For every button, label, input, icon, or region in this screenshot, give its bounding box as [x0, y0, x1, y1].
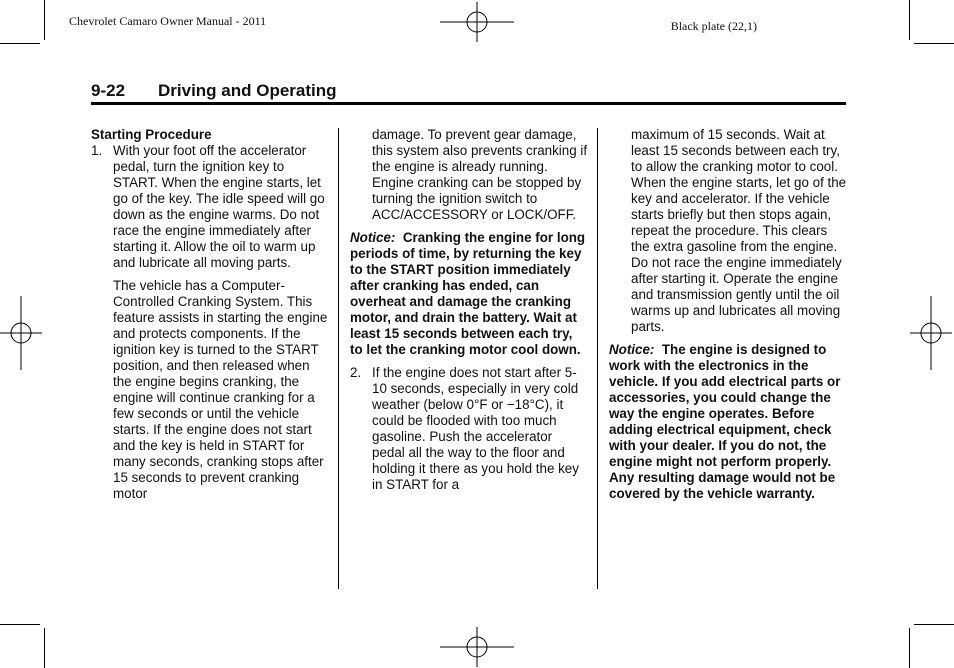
notice — [609, 342, 847, 502]
registration-mark-left-icon — [0, 296, 42, 370]
paragraph: damage. To prevent gear damage, this system also prevents cranking if the engine is already running. Engine cranking can be stopped by turning the ignition switch to ACC/ACCESSORY or LOCK/OFF. — [372, 127, 588, 222]
column-1 — [91, 127, 329, 502]
notice-text: The engine is designed to work with the electronics in the vehicle. If you add electrical parts or accessories, you could change the way the engine operates. Before adding electrical equipment, check with your dealer. If you do not, the engine might not perform properly. Any resulting damage would not be covered by the vehicle warranty. — [609, 342, 841, 501]
registration-mark-bottom-icon — [440, 627, 514, 667]
paragraph: The vehicle has a Computer-Controlled Cranking System. This feature assists in starting the engine and protects components. If the ignition key is turned to the START position, and then released when the engine begins cranking, the engine will continue cranking for a few seconds or until the vehicle starts. If the engine does not start and the key is held in START for many seconds, cranking stops after 15 seconds to prevent cranking motor — [113, 278, 328, 501]
column-3 — [609, 127, 847, 502]
notice-label: Notice: — [609, 342, 655, 357]
section-heading: Starting Procedure — [91, 127, 212, 142]
list-item — [91, 143, 329, 271]
list-number: 1. — [91, 143, 103, 158]
registration-mark-right-icon — [910, 296, 952, 370]
notice-label: Notice: — [350, 230, 396, 245]
notice-text: Cranking the engine for long periods of time, by returning the key to the START position immediately after cranking has ended, can overheat and damage the cranking motor, and drain the battery. Wait at least 15 seconds between each try, to let the cranking motor cool down. — [350, 230, 586, 357]
column-divider — [338, 128, 339, 589]
section-title: Driving and Operating — [158, 81, 337, 100]
list-item — [350, 365, 588, 493]
manual-title: Chevrolet Camaro Owner Manual - 2011 — [69, 14, 267, 28]
column-2 — [350, 127, 588, 493]
page-title — [91, 81, 846, 105]
registration-mark-top-icon — [440, 2, 514, 42]
page-number: 9-22 — [91, 81, 126, 100]
list-number: 2. — [350, 365, 362, 380]
plate-label: Black plate (22,1) — [670, 19, 757, 33]
notice — [350, 230, 588, 358]
paragraph: maximum of 15 seconds. Wait at least 15 seconds between each try, to allow the cranking motor to cool. When the engine starts, let go of the key and accelerator. If the vehicle starts briefly but then stops again, repeat the procedure. This clears the extra gasoline from the engine. Do not race the engine immediately after starting it. Operate the engine and transmission gently until the oil warms up and lubricates all moving parts. — [631, 127, 847, 334]
list-item-text: If the engine does not start after 5-10 seconds, especially in very cold weather (below 0°F or −18°C), it could be flooded with too much gasoline. Push the accelerator pedal all the way to the floor and holding it there as you hold the key in START for a — [372, 365, 579, 492]
column-divider — [597, 128, 598, 589]
list-item-text: With your foot off the accelerator pedal, turn the ignition key to START. When the engine starts, let go of the key. The idle speed will go down as the engine warms. Do not race the engine immediately after starting it. Allow the oil to warm up and lubricate all moving parts. — [113, 143, 325, 270]
